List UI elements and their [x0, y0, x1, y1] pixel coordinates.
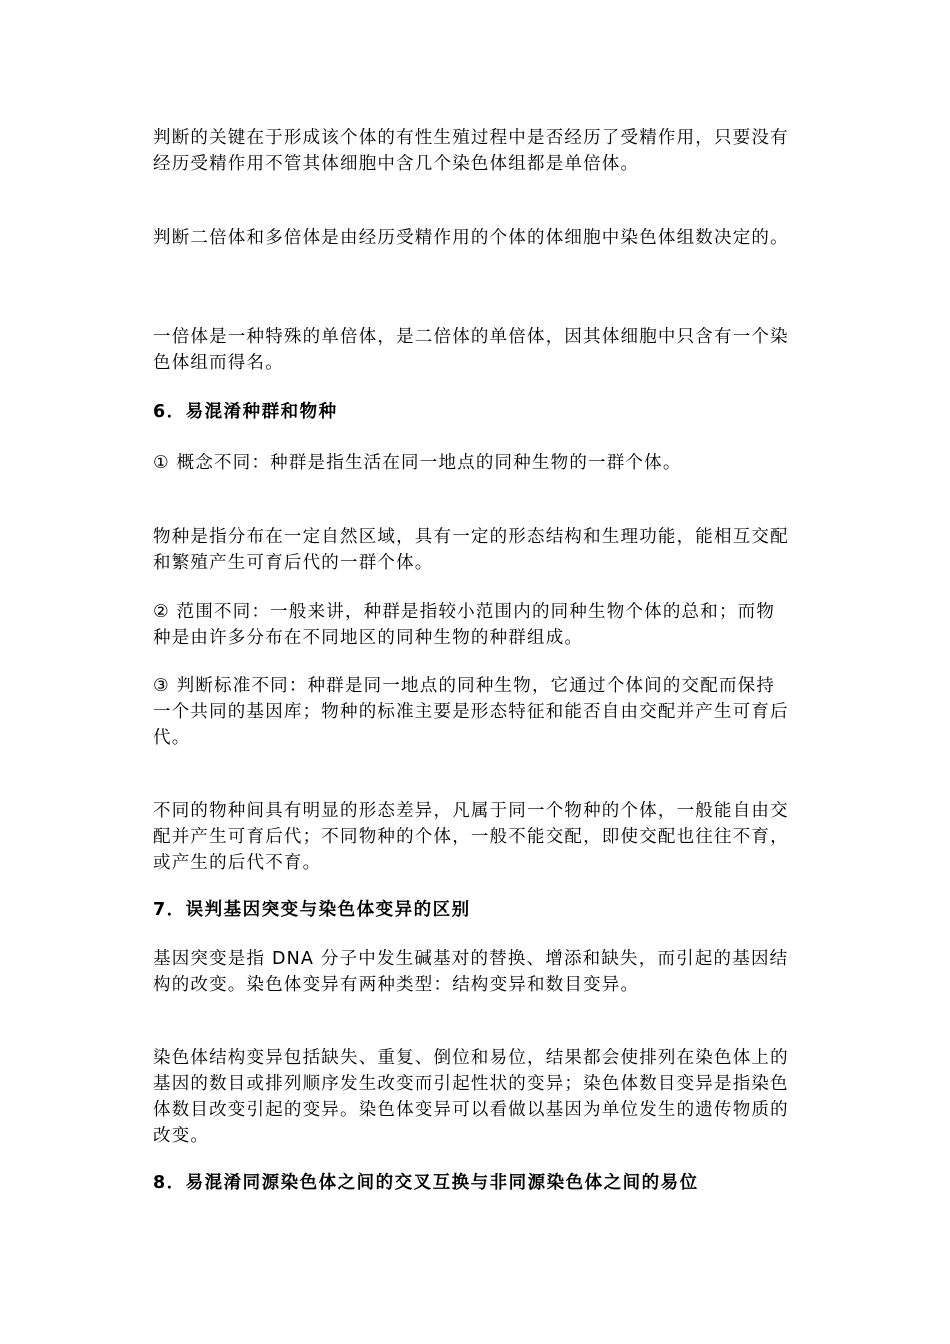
section-heading-6: 6．易混淆种群和物种 — [153, 402, 338, 422]
paragraph-monoploid: 一倍体是一种特殊的单倍体，是二倍体的单倍体，因其体细胞中只含有一个染色体组而得名。 — [153, 327, 789, 373]
paragraph-haploid-judgment: 判断的关键在于形成该个体的有性生殖过程中是否经历了受精作用，只要没有经历受精作用不管其体细胞中含几个染色体组都是单倍体。 — [153, 128, 789, 174]
section-heading-8: 8．易混淆同源染色体之间的交叉互换与非同源染色体之间的易位 — [153, 1173, 699, 1193]
paragraph-criteria-difference: ③ 判断标准不同：种群是同一地点的同种生物，它通过个体间的交配而保持一个共同的基因库；物种的标准主要是形态特征和能否自由交配并产生可育后代。 — [153, 676, 789, 748]
paragraph-species-morphology: 不同的物种间具有明显的形态差异，凡属于同一个物种的个体，一般能自由交配并产生可育后代；不同物种的个体，一般不能交配，即使交配也往往不育，或产生的后代不育。 — [153, 801, 789, 873]
paragraph-concept-difference: ① 概念不同：种群是指生活在同一地点的同种生物的一群个体。 — [153, 453, 682, 473]
paragraph-species-definition: 物种是指分布在一定自然区域，具有一定的形态结构和生理功能，能相互交配和繁殖产生可育后代的一群个体。 — [153, 527, 789, 573]
section-heading-7: 7．误判基因突变与染色体变异的区别 — [153, 900, 471, 920]
paragraph-scope-difference: ② 范围不同：一般来讲，种群是指较小范围内的同种生物个体的总和；而物种是由许多分布在不同地区的同种生物的种群组成。 — [153, 602, 776, 648]
paragraph-gene-mutation: 基因突变是指 DNA 分子中发生碱基对的替换、增添和缺失，而引起的基因结构的改变。染色体变异有两种类型：结构变异和数目变异。 — [153, 949, 789, 995]
paragraph-diploid-polyploid: 判断二倍体和多倍体是由经历受精作用的个体的体细胞中染色体组数决定的。 — [153, 228, 789, 248]
paragraph-chromosome-variation: 染色体结构变异包括缺失、重复、倒位和易位，结果都会使排列在染色体上的基因的数目或排列顺序发生改变而引起性状的变异；染色体数目变异是指染色体数目改变引起的变异。染色体变异可以看做以基因为单位发生的遗传物质的改变。 — [153, 1048, 789, 1146]
